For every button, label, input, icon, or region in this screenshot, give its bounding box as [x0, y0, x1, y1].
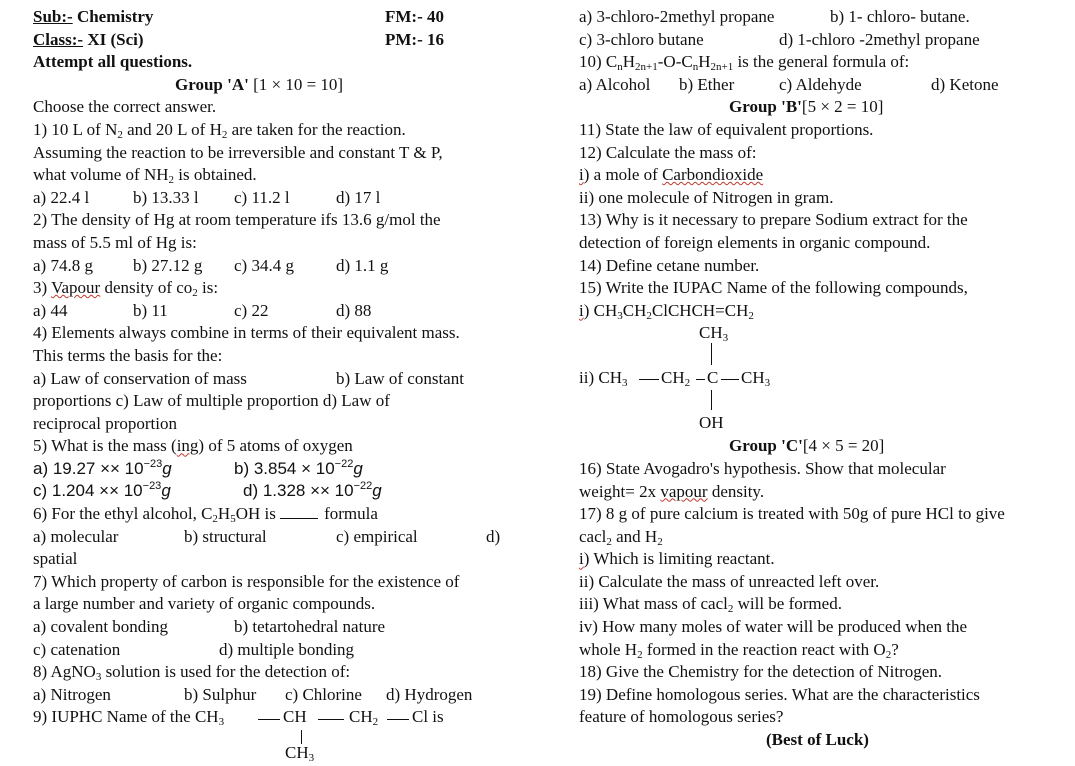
q17-iv-line-2: whole $H_2$ formed in the reaction react with $O_2$? [579, 639, 899, 661]
footer-row [579, 729, 1075, 752]
bond-line [318, 719, 344, 720]
bond-line [711, 343, 712, 365]
bond-line [639, 379, 659, 380]
bond-line [721, 379, 739, 380]
q7-options-1: a) covalent bonding b) tetartohedral nature [33, 617, 386, 637]
bond-line [711, 390, 712, 410]
bond-line [387, 719, 409, 720]
instruction: Attempt all questions. [33, 52, 193, 72]
q5-options-1: a) $19.27 \times\times 10^{-23}g$ b) $3.854 \times 10^{-22}g$ [33, 457, 363, 478]
group-a-instruction: Choose the correct answer. [33, 97, 217, 117]
q7-line-2: a large number and variety of organic compounds. [33, 594, 376, 614]
header-row-1 [33, 6, 543, 29]
q4-options-1: a) Law of conservation of mass b) Law of constant [33, 368, 464, 388]
q9-options-1: a) 3-chloro-2methyl propane b) 1- chloro- butane. [579, 7, 970, 26]
q15: 15) Write the IUPAC Name of the following compounds, [579, 278, 968, 298]
q12-ii: ii) one molecule of Nitrogen in gram. [579, 187, 834, 207]
group-b-title: Group 'B'[5 × 2 = 10] [729, 97, 884, 117]
q6-line-1: 6) For the ethyl alcohol, $C_2H_5OH$ is formula [33, 504, 378, 526]
q1-line-2: Assuming the reaction to be irreversible and constant T & P, [33, 142, 443, 162]
q12-i: i) a mole of Carbondioxide [579, 165, 764, 185]
q17-line-1: 17) 8 g of pure calcium is treated with 50g of pure HCl to give [579, 504, 1005, 524]
q19-line-1: 19) Define homologous series. What are the characteristics [579, 684, 980, 704]
q1-line-3: what volume of $NH_2$ is obtained. [33, 165, 257, 187]
q16-line-1: 16) State Avogadro's hypothesis. Show that molecular [579, 458, 946, 478]
subject-label: Sub:- [33, 7, 73, 26]
q9-structure: 9) IUPHC Name of the $CH_3$ CH $CH_2$ Cl is $CH_3$ [33, 707, 444, 765]
q1-options: a) 22.4 l b) 13.33 l c) 11.2 l d) 17 l [33, 187, 381, 207]
q17-i: i) Which is limiting reactant. [579, 549, 775, 569]
q6-line-3: spatial [33, 549, 78, 569]
right-column [579, 6, 1075, 752]
q17-iv-line-1: iv) How many moles of water will be produced when the [579, 617, 968, 637]
left-column [33, 6, 543, 765]
q19-line-2: feature of homologous series? [579, 707, 784, 727]
q4-line-4: proportions c) Law of multiple proportion d) Law of [33, 391, 390, 411]
q10-options: a) Alcohol b) Ether c) Aldehyde d) Ketone [579, 74, 999, 94]
bond-line [696, 379, 705, 380]
best-of-luck: (Best of Luck) [766, 730, 869, 750]
q2-line-2: mass of 5.5 ml of Hg is: [33, 232, 197, 252]
q17-ii: ii) Calculate the mass of unreacted left over. [579, 571, 880, 591]
q3-line-1: 3) Vapour density of $co_2$ is: [33, 278, 219, 300]
q7-line-1: 7) Which property of carbon is responsible for the existence of [33, 571, 460, 591]
q11: 11) State the law of equivalent proportions. [579, 119, 874, 139]
pass-marks: PM:- 16 [385, 29, 445, 49]
q2-line-1: 2) The density of Hg at room temperature ifs 13.6 g/mol the [33, 210, 441, 230]
q4-line-2: This terms the basis for the: [33, 345, 223, 365]
q17-iii: iii) What mass of cacl$_2$ will be formed. [579, 594, 842, 616]
q13-line-2: detection of foreign elements in organic compound. [579, 232, 931, 252]
q14: 14) Define cetane number. [579, 255, 760, 275]
header-row-2 [33, 29, 543, 52]
group-a-title: Group 'A' [1 × 10 = 10] [175, 74, 344, 94]
q7-options-2: c) catenation d) multiple bonding [33, 639, 355, 659]
q1-line-1: 1) 10 L of $N_2$ and 20 L of $H_2$ are taken for the reaction. [33, 119, 406, 141]
q15-i: i) $CH_3CH_2ClCHCH=CH_2$ [579, 300, 754, 322]
q18: 18) Give the Chemistry for the detection of Nitrogen. [579, 662, 943, 682]
subject-value: Chemistry [76, 7, 154, 26]
group-c-title: Group 'C'[4 × 5 = 20] [729, 436, 885, 456]
q3-options: a) 44 b) 11 c) 22 d) 88 [33, 300, 372, 320]
q5-line-1: 5) What is the mass (ing) of 5 atoms of oxygen [33, 436, 353, 456]
q8-options: a) Nitrogen b) Sulphur c) Chlorine d) Hydrogen [33, 684, 473, 704]
q8-line-1: 8) AgNO$_3$ solution is used for the detection of: [33, 662, 351, 684]
q17-line-2: cacl$_2$ and $H_2$ [579, 526, 663, 548]
q6-options: a) molecular b) structural c) empirical d) [33, 526, 501, 546]
q5-options-2: c) $1.204 \times\times 10^{-23}g$ d) $1.328 \times\times 10^{-22}g$ [33, 480, 382, 501]
q4-line-1: 4) Elements always combine in terms of their equivalent mass. [33, 323, 460, 343]
q16-line-2: weight= 2x vapour density. [579, 481, 765, 501]
q12: 12) Calculate the mass of: [579, 142, 757, 162]
class-label: Class:- [33, 29, 84, 49]
q9-options-2: c) 3-chloro butane d) 1-chloro -2methyl propane [579, 29, 980, 49]
blank-line [280, 506, 318, 519]
bond-line [258, 719, 280, 720]
full-marks: FM:- 40 [385, 7, 445, 26]
q10-line-1: 10) $C_nH_{2n+1}-O-C_nH_{2n+1}$ is the general formula of: [579, 52, 910, 74]
q15-ii-structure: $CH_3$ ii) $CH_3$ $CH_2$ C $CH_3$ OH [579, 323, 771, 433]
q2-options: a) 74.8 g b) 27.12 g c) 34.4 g d) 1.1 g [33, 255, 389, 275]
q13-line-1: 13) Why is it necessary to prepare Sodium extract for the [579, 210, 968, 230]
q4-line-5: reciprocal proportion [33, 413, 177, 433]
class-value: XI (Sci) [87, 29, 144, 49]
